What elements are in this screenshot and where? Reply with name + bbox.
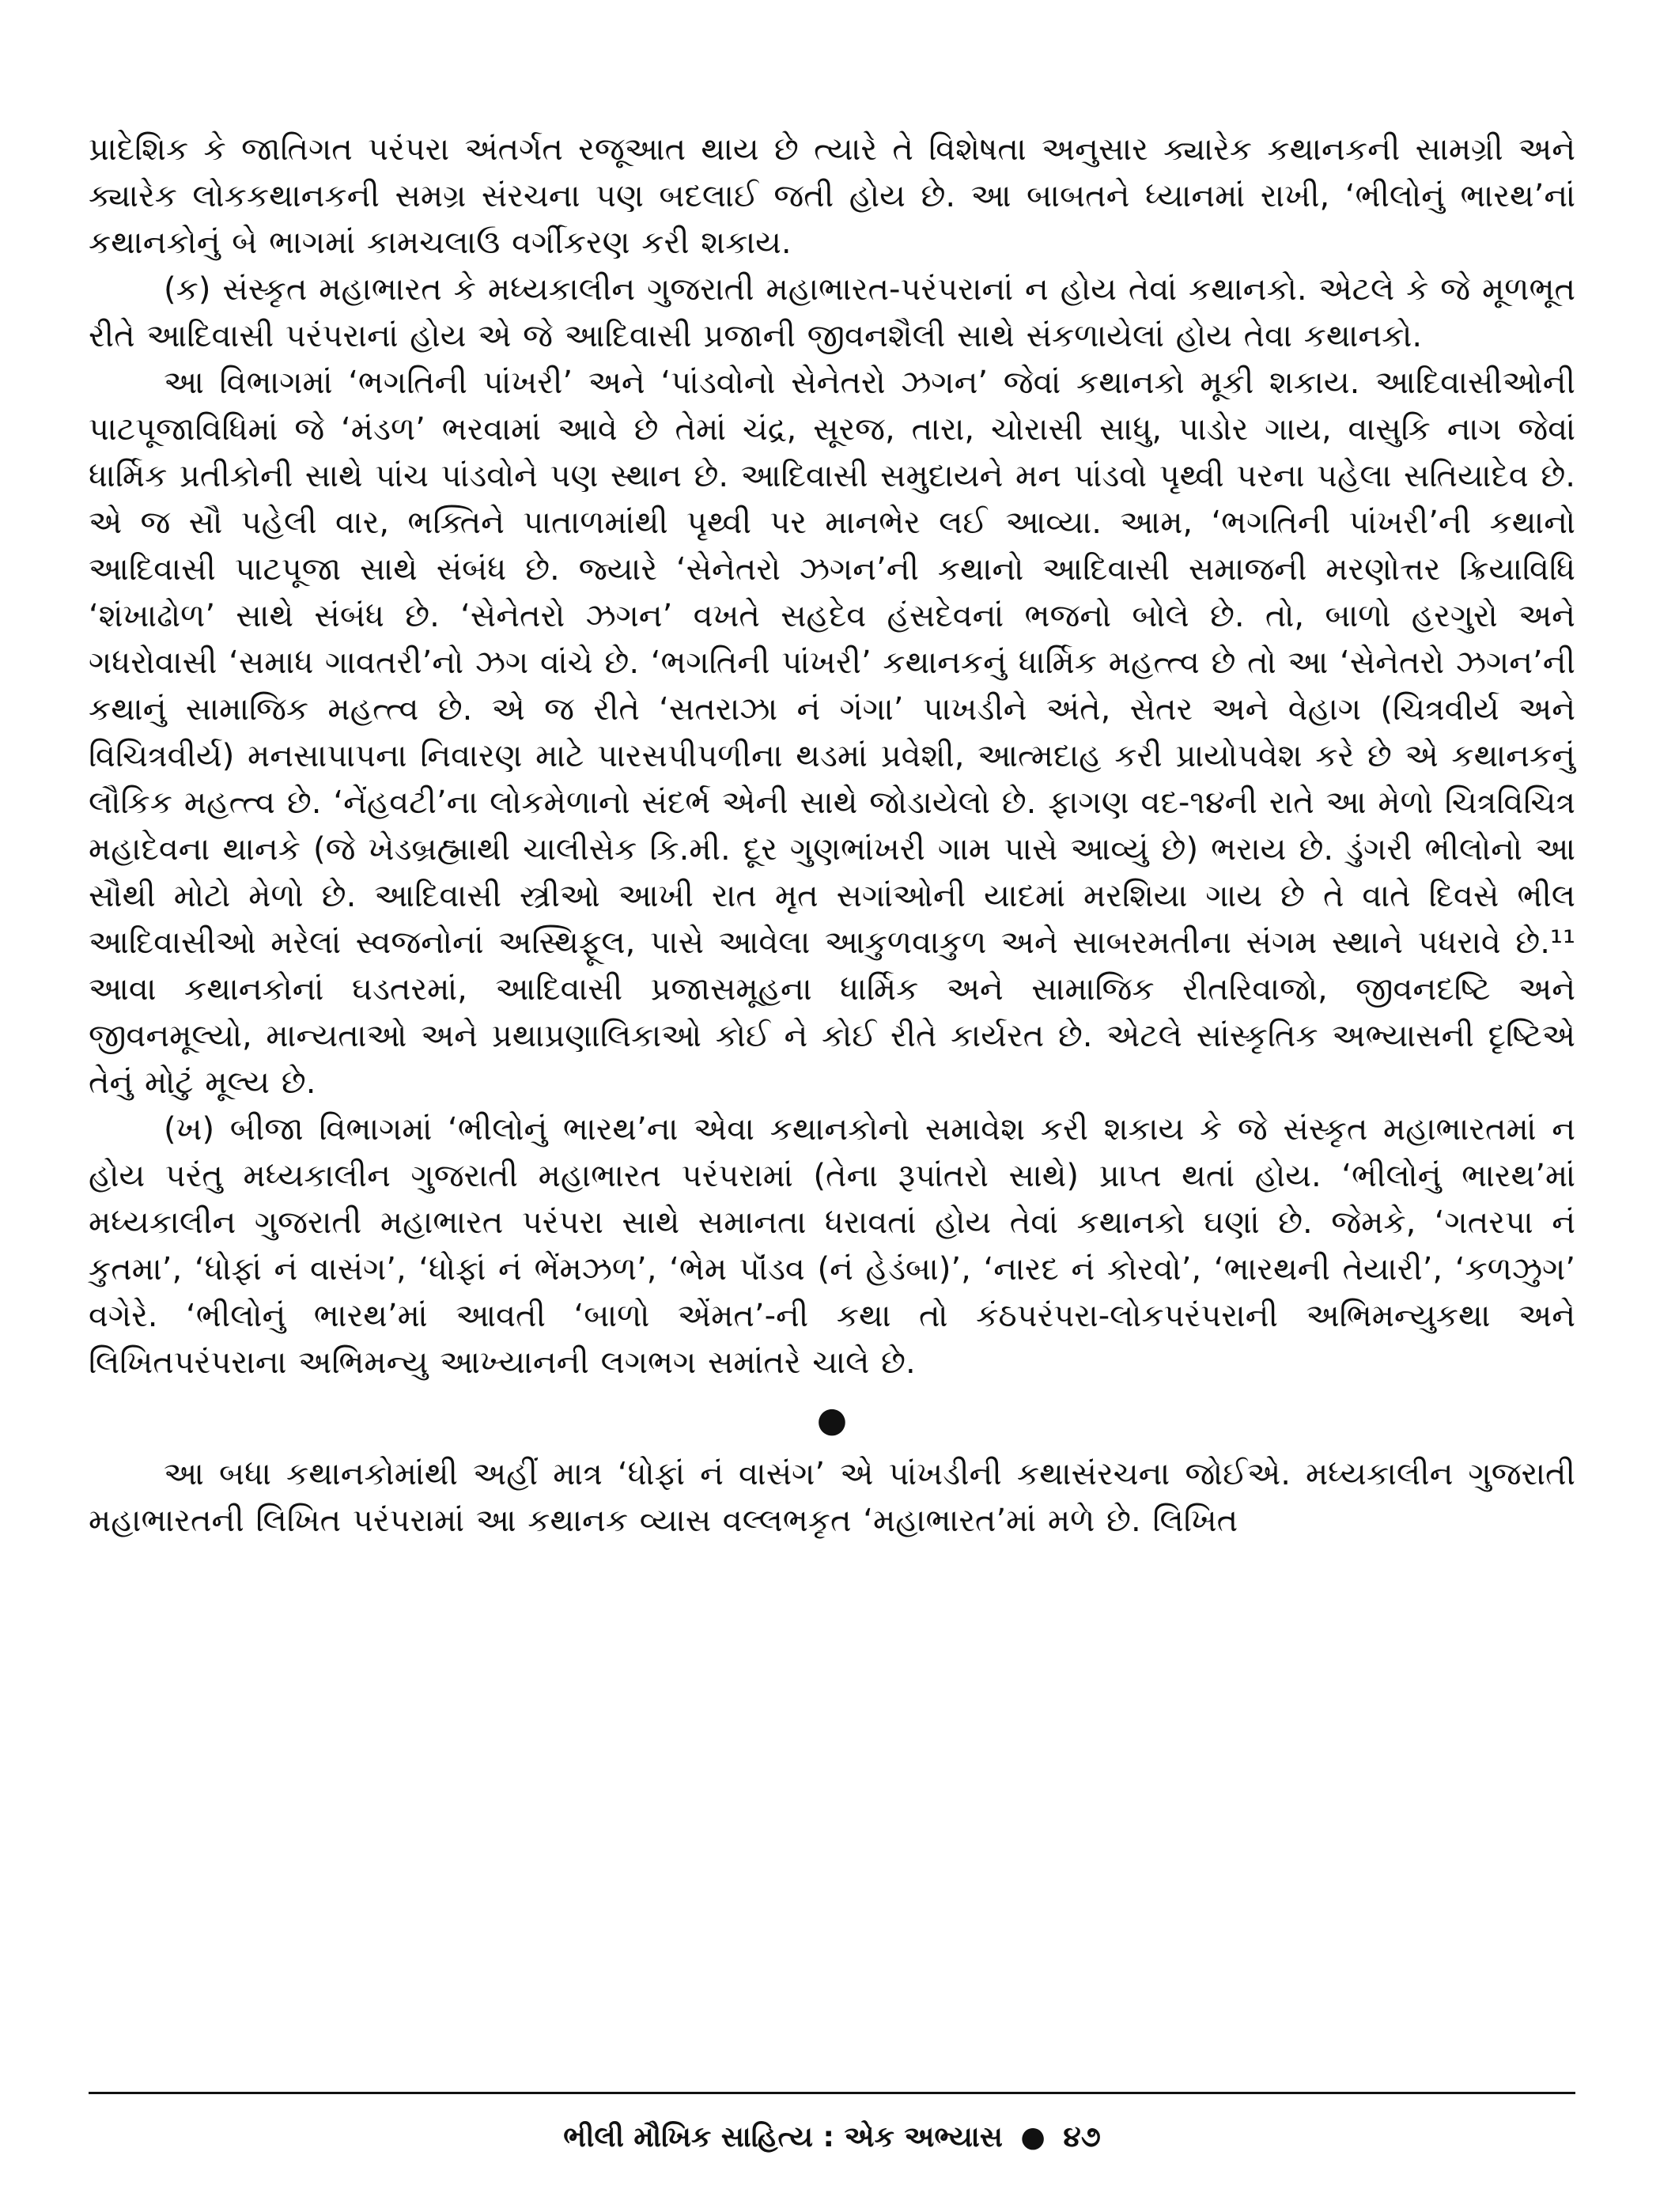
footer-book-title: ભીલી મૌખિક સાહિત્ય : એક અભ્યાસ — [563, 2121, 1003, 2153]
paragraph-vibhag: આ વિભાગમાં ‘ભગતિની પાંખરી’ અને ‘પાંડવોનો સેનેતરો ઝગન’ જેવાં કથાનકો મૂકી શકાય. આદિવાસીઓની પાટપૂજાવિધિમાં જે ‘મંડળ’ ભરવામાં આવે છે તેમાં ચંદ્ર, સૂરજ, તારા, ચોરાસી સાધુ, પાડોર ગાય, વાસુકિ નાગ જેવાં ધાર્મિક પ્રતીકોની સાથે પાંચ પાંડવોને પણ સ્થાન છે. આદિવાસી સમુદાયને મન પાંડવો પૃથ્વી પરના પહેલા સતિયાદેવ છે. એ જ સૌ પહેલી વાર, ભક્તિને પાતાળમાંથી પૃથ્વી પર માનભેર લઈ આવ્યા. આમ, ‘ભગતિની પાંખરી’ની કથાનો આદિવાસી પાટપૂજા સાથે સંબંધ છે. જ્યારે ‘સેનેતરો ઝગન’ની કથાનો આદિવાસી સમાજની મરણોત્તર ક્રિયાવિધિ ‘શંખાઢોળ’ સાથે સંબંધ છે. ‘સેનેતરો ઝગન’ વખતે સહદેવ હંસદેવનાં ભજનો બોલે છે. તો, બાળો હરગુરો અને ગધરોવાસી ‘સમાધ ગાવતરી’નો ઝગ વાંચે છે. ‘ભગતિની પાંખરી’ કથાનકનું ધાર્મિક મહત્ત્વ છે તો આ ‘સેનેતરો ઝગન’ની કથાનું સામાજિક મહત્ત્વ છે. એ જ રીતે ‘સતરાઝા નં ગંગા’ પાખડીને અંતે, સેતર અને વેહાગ (ચિત્રવીર્ય અને વિચિત્રવીર્ય) મનસાપાપના નિવારણ માટે પારસપીપળીના થડમાં પ્રવેશી, આત્મદાહ કરી પ્રાયોપવેશ કરે છે એ કથાનકનું લૌકિક મહત્ત્વ છે. ‘નેંહવટી’ના લોકમેળાનો સંદર્ભ એની સાથે જોડાયેલો છે. ફાગણ વદ-૧૪ની રાતે આ મેળો ચિત્રવિચિત્ર મહાદેવના થાનકે (જે ખેડબ્રહ્માથી ચાલીસેક કિ.મી. દૂર ગુણભાંખરી ગામ પાસે આવ્યું છે) ભરાય છે. ડુંગરી ભીલોનો આ સૌથી મોટો મેળો છે. આદિવાસી સ્ત્રીઓ આખી રાત મૃત સગાંઓની યાદમાં મરશિયા ગાય છે તે વાતે દિવસે ભીલ આદિવાસીઓ મરેલાં સ્વજનોનાં અસ્થિફૂલ, પાસે આવેલા આકુળવાકુળ અને સાબરમતીના સંગમ સ્થાને પધરાવે છે.¹¹ આવા કથાનકોનાં ઘડતરમાં, આદિવાસી પ્રજાસમૂહના ધાર્મિક અને સામાજિક રીતરિવાજો, જીવનદષ્ટિ અને જીવનમૂલ્યો, માન્યતાઓ અને પ્રથાપ્રણાલિકાઓ કોઈ ને કોઈ રીતે કાર્યરત છે. એટલે સાંસ્કૃતિક અભ્યાસની દૃષ્ટિએ તેનું મોટું મૂલ્ય છે. — [89, 365, 1575, 1101]
paragraph-intro: પ્રાદેશિક કે જાતિગત પરંપરા અંતર્ગત રજૂઆત થાય છે ત્યારે તે વિશેષતા અનુસાર ક્યારેક કથાનકની સામગ્રી અને ક્યારેક લોકકથાનકની સમગ્ર સંરચના પણ બદલાઈ જતી હોય છે. આ બાબતને ધ્યાનમાં રાખી, ‘ભીલોનું ભારથ’નાં કથાનકોનું બે ભાગમાં કામચલાઉ વર્ગીકરણ કરી શકાય. — [89, 131, 1575, 261]
paragraph-kha: (ખ) બીજા વિભાગમાં ‘ભીલોનું ભારથ’ના એવા કથાનકોનો સમાવેશ કરી શકાય કે જે સંસ્કૃત મહાભારતમાં ન હોય પરંતુ મધ્યકાલીન ગુજરાતી મહાભારત પરંપરામાં (તેના રૂપાંતરો સાથે) પ્રાપ્ત થતાં હોય. ‘ભીલોનું ભારથ’માં મધ્યકાલીન ગુજરાતી મહાભારત પરંપરા સાથે સમાનતા ધરાવતાં હોય તેવાં કથાનકો ઘણાં છે. જેમકે, ‘ગતરપા નં કુતમા’, ‘ધોફાં નં વાસંગ’, ‘ધોફાં નં ભેંમઝળ’, ‘ભેમ પૉંડવ (નં હેડંબા)’, ‘નારદ નં કોરવો’, ‘ભારથની તેયારી’, ‘કળઝુગ’ વગેરે. ‘ભીલોનું ભારથ’માં આવતી ‘બાળો એંમત’-ની કથા તો કંઠપરંપરા-લોકપરંપરાની અભિમન્યુકથા અને લિખિતપરંપરાના અભિમન્યુ આખ્યાનની લગભગ સમાંતરે ચાલે છે. — [89, 1111, 1575, 1381]
footer-bullet: ● — [1020, 2121, 1046, 2153]
footer-page-number: ૪૭ — [1063, 2121, 1101, 2153]
page-body — [89, 127, 1575, 1545]
page-footer — [89, 2118, 1575, 2157]
paragraph-closing: આ બધા કથાનકોમાંથી અહીં માત્ર ‘ધોફાં નં વાસંગ’ એ પાંખડીની કથાસંરચના જોઈએ. મધ્યકાલીન ગુજરાતી મહાભારતની લિખિત પરંપરામાં આ કથાનક વ્યાસ વલ્લભકૃત ‘મહાભારત’માં મળે છે. લિખિત — [89, 1456, 1575, 1539]
paragraph-ka: (ક) સંસ્કૃત મહાભારત કે મધ્યકાલીન ગુજરાતી મહાભારત-પરંપરાનાં ન હોય તેવાં કથાનકો. એટલે કે જે મૂળભૂત રીતે આદિવાસી પરંપરાનાં હોય એ જે આદિવાસી પ્રજાની જીવનશૈલી સાથે સંકળાયેલાં હોય તેવા કથાનકો. — [89, 271, 1575, 354]
section-separator-dot: ● — [816, 1400, 848, 1440]
footer-rule — [89, 2092, 1575, 2094]
